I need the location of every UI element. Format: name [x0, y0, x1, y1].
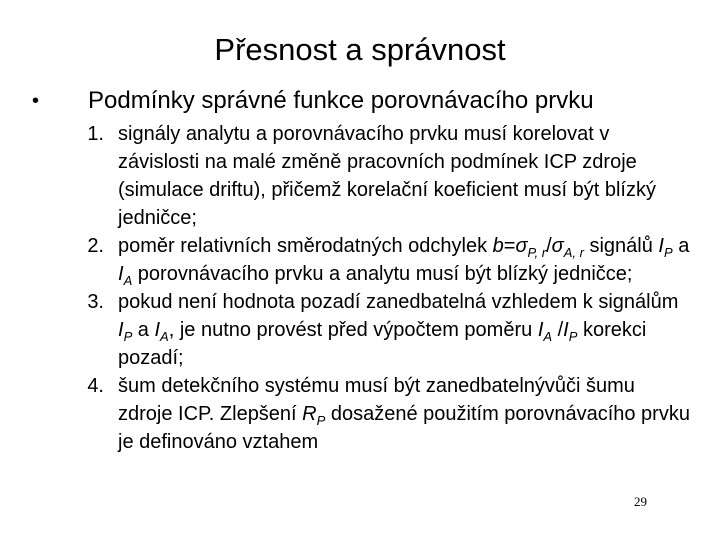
slash: /: [546, 235, 552, 257]
text-fragment: a: [672, 235, 690, 257]
list-item-text: signály analytu a porovnávacího prvku musí korelovat v závislosti na malé změně pracovních podmínek ICP zdroje (simulace driftu), přičemž korelační koeficient musí být blízký jedničce;: [118, 123, 656, 229]
list-item-3: [74, 288, 694, 372]
list-number: 2.: [87, 235, 104, 257]
text-fragment: šum detekčního systému musí být zanedbatelnývůči šumu zdroje ICP. Zlepšení: [118, 375, 635, 425]
symbol-sigma: σ: [515, 235, 528, 257]
text-fragment: signálů: [583, 235, 659, 257]
symbol-i: I: [118, 319, 124, 341]
list-number: 3.: [87, 291, 104, 313]
symbol-sigma: σ: [551, 235, 564, 257]
symbol-i: I: [658, 235, 664, 257]
subscript-a: A: [160, 329, 169, 344]
symbol-r: R: [302, 403, 317, 425]
list-item-text: [118, 372, 694, 456]
slide-title: Přesnost a správnost: [214, 32, 506, 67]
list-item-text: [118, 232, 694, 288]
equals-sign: =: [503, 235, 516, 257]
symbol-i: I: [118, 263, 124, 285]
subscript-p: P: [663, 245, 673, 260]
text-fragment: a: [132, 319, 155, 341]
subscript-p-r: P, r: [527, 245, 547, 260]
subscript-a-r: A, r: [563, 245, 584, 260]
text-fragment: porovnávacího prvku a analytu musí být blízký jedničce;: [132, 263, 633, 285]
text-fragment: dosažené použitím porovnávacího prvku je definováno vztahem: [118, 403, 690, 453]
subscript-p: P: [316, 413, 326, 428]
slash: /: [552, 319, 564, 341]
text-fragment: korekci pozadí;: [118, 319, 647, 369]
list-item-4: [74, 372, 694, 456]
subscript-a: A: [123, 273, 133, 288]
bullet-text: Podmínky správné funkce porovnávacího prvku: [88, 87, 594, 114]
bullet-point: [0, 85, 720, 121]
symbol-b: b: [492, 235, 504, 257]
numbered-list: [74, 120, 694, 456]
symbol-i: I: [537, 319, 544, 341]
symbol-i: I: [154, 319, 161, 341]
list-item-1: [74, 120, 694, 232]
subscript-a: A: [543, 329, 553, 344]
text-fragment: pokud není hodnota pozadí zanedbatelná vzhledem k signálům: [118, 291, 679, 313]
bullet-icon: •: [32, 90, 40, 112]
symbol-i: I: [563, 319, 569, 341]
text-fragment: poměr relativních směrodatných odchylek: [118, 235, 493, 257]
subscript-p: P: [568, 329, 578, 344]
page-number: 29: [634, 494, 647, 509]
list-number: 4.: [87, 375, 104, 397]
list-number: 1.: [87, 123, 104, 145]
list-item-2: [74, 232, 694, 288]
text-fragment: , je nutno provést před výpočtem poměru: [168, 319, 538, 341]
subscript-p: P: [123, 329, 133, 344]
list-item-text: [118, 288, 694, 372]
